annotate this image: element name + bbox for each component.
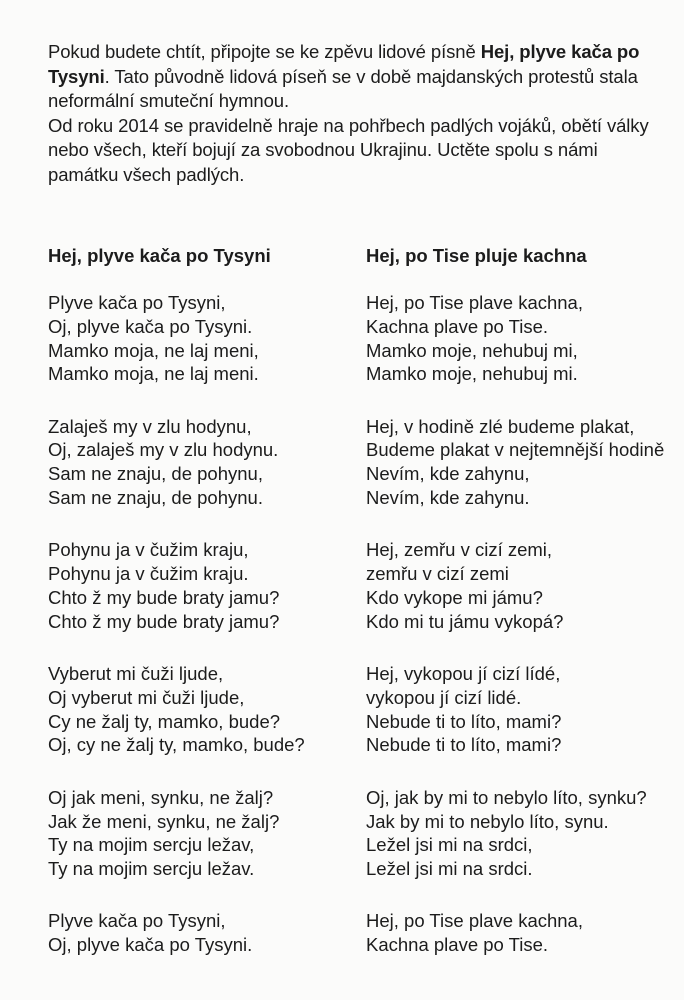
stanza (366, 538, 668, 633)
lyric-line: Ty na mojim sercju ležav, (48, 834, 255, 856)
lyric-line: Kdo vykope mi jámu? (366, 586, 543, 608)
original-stanzas (48, 291, 358, 957)
lyric-line: Chto ž my bude braty jamu? (48, 610, 280, 632)
lyric-line: Mamko moje, nehubuj mi, (366, 339, 578, 361)
original-title: Hej, plyve kača po Tysyni (48, 245, 271, 266)
lyric-line: Oj, cy ne žalj ty, mamko, bude? (48, 734, 305, 756)
lyric-line: Kdo mi tu jámu vykopá? (366, 610, 564, 632)
stanza (366, 415, 668, 510)
intro-p1-after: . Tato původně lidová píseň se v době majdanských protestů stala neformální smuteční hymnou. (48, 65, 638, 111)
lyric-line: Nevím, kde zahynu. (366, 487, 530, 509)
lyric-line: Jak že meni, synku, ne žalj? (48, 810, 280, 832)
lyric-line: Ležel jsi mi na srdci, (366, 834, 533, 856)
lyric-line: Mamko moja, ne laj meni. (48, 363, 259, 385)
stanza (366, 786, 668, 881)
lyric-line: Hej, po Tise plave kachna, (366, 292, 583, 313)
lyric-line: Ležel jsi mi na srdci. (366, 858, 533, 880)
lyric-line: Plyve kača po Tysyni, (48, 292, 226, 313)
lyric-line: zemřu v cizí zemi (366, 563, 509, 585)
lyric-line: Pohynu ja v čužim kraju. (48, 563, 249, 585)
intro-song-title: Hej, plyve kača po Tysyni (48, 41, 640, 87)
lyric-line: Chto ž my bude braty jamu? (48, 586, 280, 608)
lyric-line: Hej, po Tise plave kachna, (366, 910, 583, 932)
lyric-line: Oj vyberut mi čuži ljude, (48, 686, 245, 708)
intro-paragraph-2: Od roku 2014 se pravidelně hraje na pohřbech padlých vojáků, obětí války nebo všech, kteří bojují za svobodnou Ukrajinu. Uctěte spolu s námi památku všech padlých. (48, 114, 649, 185)
translation-title: Hej, po Tise pluje kachna (366, 245, 587, 266)
lyric-line: Kachna plave po Tise. (366, 315, 549, 337)
intro-paragraph-1 (48, 40, 658, 114)
lyric-line: Plyve kača po Tysyni, (48, 910, 226, 932)
original-lyrics-column (48, 244, 358, 986)
lyric-line: Hej, vykopou jí cizí lídé, (366, 663, 561, 685)
intro-p1-before: Pokud budete chtít, připojte se ke zpěvu lidové písně (48, 41, 481, 62)
stanza (48, 909, 358, 957)
lyric-line: Oj, plyve kača po Tysyni. (48, 315, 253, 337)
lyric-line: Sam ne znaju, de pohynu, (48, 463, 263, 485)
lyric-line: Nebude ti to líto, mami? (366, 734, 562, 756)
lyric-line: Hej, v hodině zlé budeme plakat, (366, 415, 635, 437)
lyric-line: Oj, plyve kača po Tysyni. (48, 934, 253, 956)
intro-text (48, 40, 658, 187)
translation-lyrics-column (366, 244, 668, 986)
lyric-line: Oj jak meni, synku, ne žalj? (48, 786, 274, 808)
lyric-line: Cy ne žalj ty, mamko, bude? (48, 710, 281, 732)
lyric-line: Mamko moja, ne laj meni, (48, 339, 259, 361)
lyric-line: Oj, zalaješ my v zlu hodynu. (48, 439, 279, 461)
translation-stanzas (366, 291, 668, 957)
lyric-line: Zalaješ my v zlu hodynu, (48, 415, 252, 437)
stanza (48, 786, 358, 881)
stanza (48, 415, 358, 510)
stanza (366, 662, 668, 757)
lyric-line: Kachna plave po Tise. (366, 934, 549, 956)
lyric-line: Nebude ti to líto, mami? (366, 710, 562, 732)
lyric-line: vykopou jí cizí lidé. (366, 686, 522, 708)
lyric-line: Pohynu ja v čužim kraju, (48, 539, 249, 561)
stanza (366, 291, 668, 386)
stanza (366, 909, 668, 957)
lyric-line: Mamko moje, nehubuj mi. (366, 363, 578, 385)
lyric-line: Sam ne znaju, de pohynu. (48, 487, 263, 509)
lyric-line: Budeme plakat v nejtemnější hodině (366, 439, 665, 461)
stanza (48, 291, 358, 386)
lyric-line: Hej, zemřu v cizí zemi, (366, 539, 553, 561)
lyric-line: Ty na mojim sercju ležav. (48, 858, 255, 880)
lyric-line: Oj, jak by mi to nebylo líto, synku? (366, 786, 647, 808)
lyric-line: Jak by mi to nebylo líto, synu. (366, 810, 609, 832)
stanza (48, 538, 358, 633)
stanza (48, 662, 358, 757)
lyric-line: Nevím, kde zahynu, (366, 463, 530, 485)
lyric-line: Vyberut mi čuži ljude, (48, 663, 224, 685)
